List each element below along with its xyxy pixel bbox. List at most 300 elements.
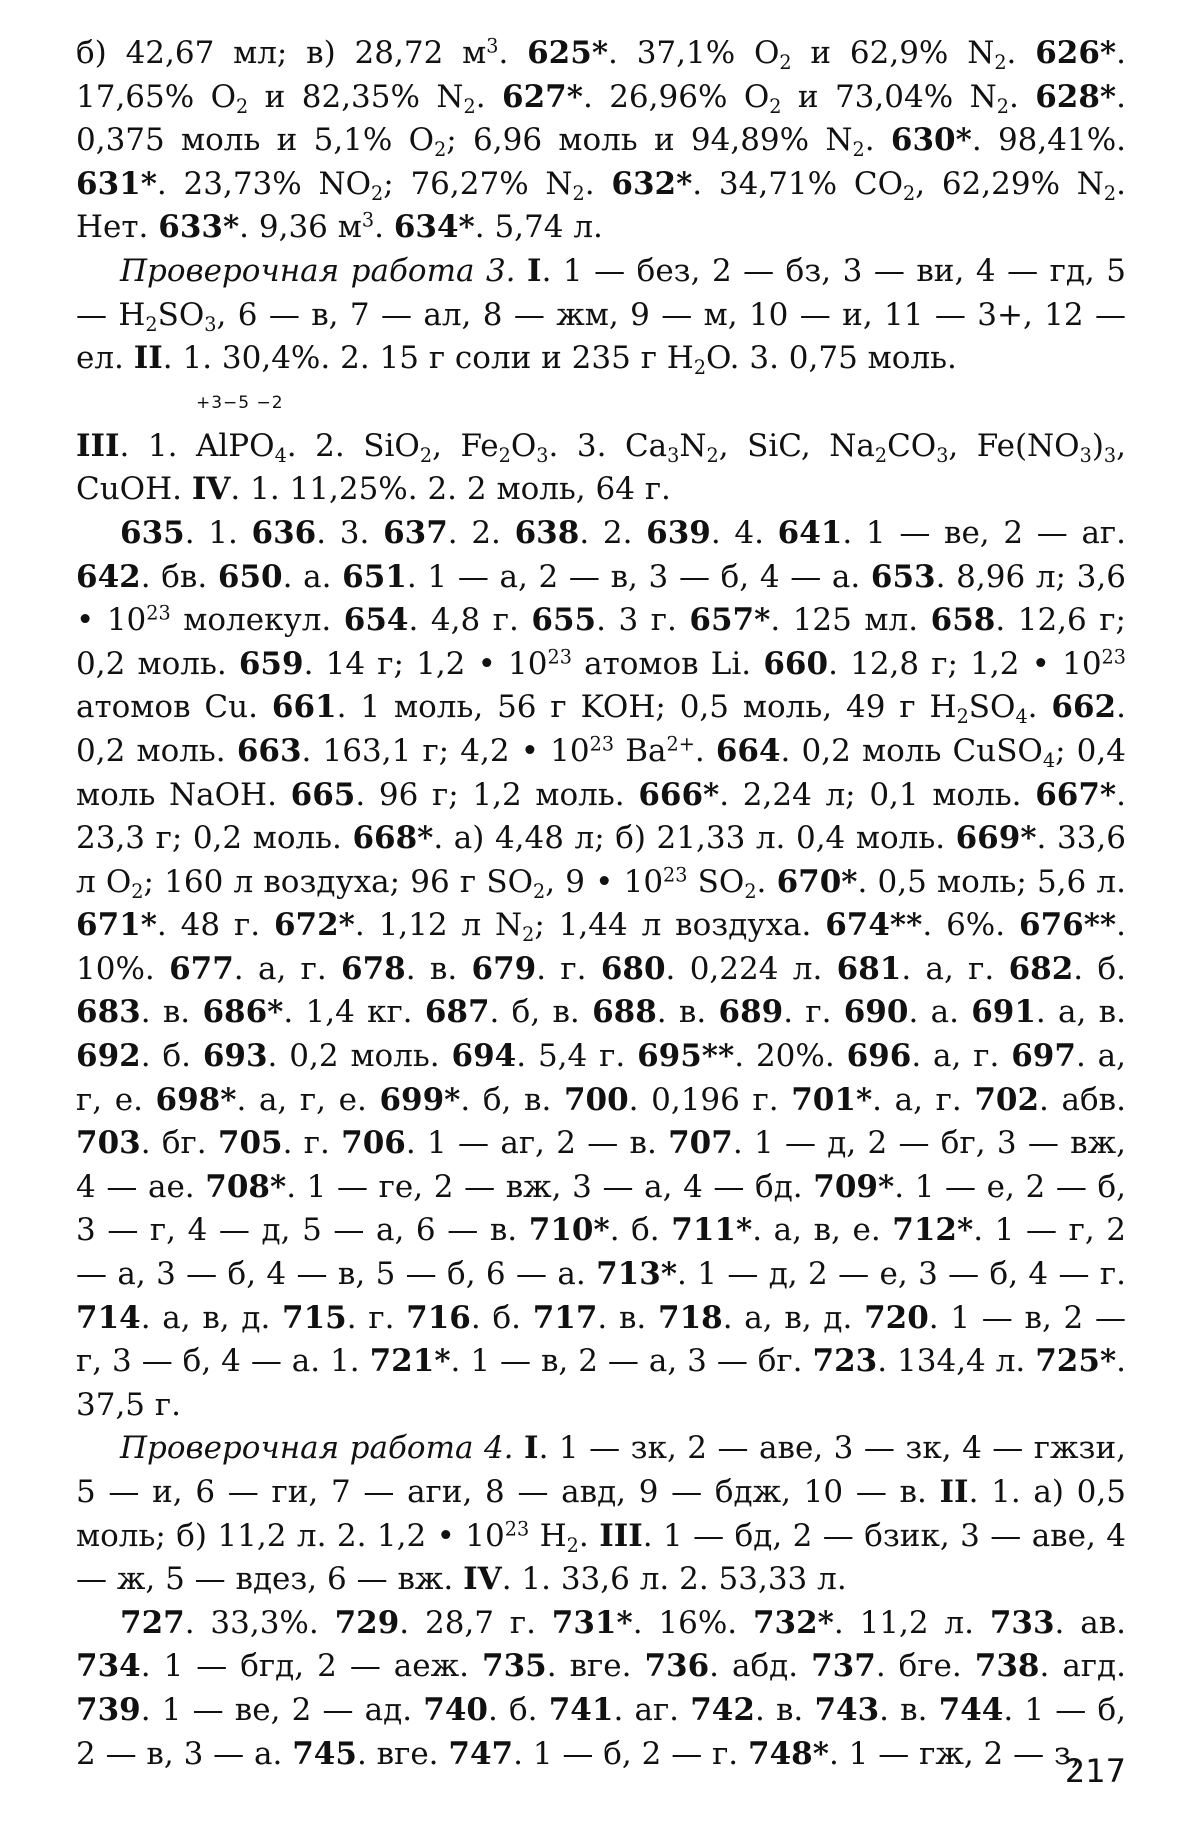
text-run: . ав.	[1054, 1604, 1127, 1641]
text-run: . 0,224 л.	[665, 950, 837, 987]
answer-number: 732*	[752, 1604, 834, 1641]
text-run: Ba	[614, 732, 667, 769]
answer-number: 695**	[637, 1038, 735, 1075]
subscript: 2	[769, 94, 782, 118]
answer-number: 635	[120, 514, 185, 551]
text-run: . 23,73% NO	[156, 165, 372, 202]
answer-number: 638	[514, 514, 580, 551]
text-run: . 2.	[579, 514, 647, 551]
text-run: ; 76,27% N	[383, 165, 573, 202]
answer-number: 687	[424, 994, 490, 1031]
answer-number: 667*	[1035, 776, 1117, 813]
text-run: . 14 г; 1,2 • 10	[303, 645, 548, 682]
text-run: атомов Li.	[571, 645, 764, 682]
answer-number: 631*	[76, 165, 157, 202]
text-run: . г.	[783, 994, 844, 1031]
text-run: . г.	[346, 1299, 407, 1336]
text-run: . 1 — бд, 2 — бзик, 3 — аве, 4 — ж, 5 — вдез, 6 — вж.	[76, 1517, 1126, 1598]
text-run: . 9,36 м	[239, 209, 362, 246]
text-run: )	[1091, 427, 1104, 464]
text-run: ; 1,44 л воздуха.	[534, 907, 826, 944]
paragraph-test-3-part-3-4	[76, 392, 1126, 512]
answer-number: 736	[644, 1648, 710, 1685]
text-run: . 98,41%.	[971, 122, 1127, 159]
text-run: . 96 г; 1,2 моль.	[355, 776, 639, 813]
answer-number: 668*	[352, 820, 434, 857]
subscript: 2	[874, 443, 888, 467]
text-run: .	[1006, 35, 1036, 71]
text-run: . 1. а) 0,5 моль; б) 11,2 л. 2. 1,2 • 10	[76, 1474, 1126, 1554]
answer-number: 716	[406, 1299, 471, 1336]
answer-number: 676**	[1019, 907, 1117, 944]
answer-number: 688	[592, 994, 657, 1031]
text-run: . 17,65% O	[76, 35, 1126, 115]
answer-number: 674**	[825, 907, 923, 944]
answer-number: 693	[202, 1038, 268, 1075]
answer-number: 712*	[892, 1212, 974, 1249]
text-run: . а, г, е.	[76, 1038, 1126, 1118]
answer-number: 720	[864, 1299, 929, 1336]
subscript: 2	[693, 355, 707, 379]
answers-text-block	[76, 32, 1126, 1776]
text-run: .	[584, 165, 612, 202]
text-run: , Fe	[432, 427, 499, 464]
text-run: . 1. 11,25%. 2. 2 моль, 64 г.	[230, 471, 671, 508]
text-run: . б.	[470, 1299, 533, 1336]
section-heading: Проверочная работа 4.	[120, 1430, 514, 1467]
answer-number: 680	[600, 950, 666, 987]
text-run: . б.	[140, 1038, 203, 1075]
answer-number: 665	[290, 776, 356, 813]
answer-number: 738	[974, 1648, 1040, 1685]
text-run: . 1 — аг, 2 — в.	[405, 1125, 669, 1162]
answer-number: 659	[238, 645, 304, 682]
roman-numeral: I	[527, 252, 542, 289]
answer-number: 714	[76, 1299, 141, 1336]
text-run: . 33,6 л O	[76, 820, 1126, 900]
answer-number: 632*	[611, 165, 693, 202]
answer-number: 706	[341, 1125, 406, 1162]
text-run: , CuOH.	[76, 427, 1126, 508]
answer-number: 669*	[955, 820, 1037, 857]
text-run: .	[1008, 78, 1036, 115]
text-run: . 6%.	[922, 907, 1019, 944]
answer-number: 690	[843, 994, 909, 1031]
text-run: . 1 моль, 56 г KOH; 0,5 моль, 49 г H	[336, 689, 957, 726]
text-run: . 5,4 г.	[516, 1038, 638, 1075]
answer-number: 683	[76, 994, 141, 1031]
text-run: . 2. SiO	[286, 427, 420, 464]
page-number: 217	[1064, 1752, 1126, 1790]
text-run: . а, г.	[233, 950, 342, 987]
text-run: . 0,2 моль.	[267, 1038, 452, 1075]
text-run: . 1 — д, 2 — е, 3 — б, 4 — г.	[677, 1256, 1126, 1293]
answer-number: 653	[870, 558, 936, 595]
subscript: 2	[744, 879, 757, 903]
answer-number: 650	[217, 558, 283, 595]
answer-number: 707	[668, 1125, 733, 1162]
text-run: . а, г.	[872, 1081, 975, 1118]
answer-number: 700	[563, 1081, 629, 1118]
text-run: . в.	[405, 950, 472, 987]
answer-number: 709*	[813, 1168, 895, 1205]
subscript: 2	[131, 879, 144, 903]
text-run: , 62,29% N	[915, 165, 1104, 202]
text-run: . а.	[282, 558, 343, 595]
answer-number: 678	[341, 950, 406, 987]
text-run: . вге.	[546, 1648, 645, 1685]
superscript: 23	[504, 1517, 530, 1541]
subscript: 2	[903, 181, 916, 205]
text-run: . 4.	[710, 514, 778, 551]
text-run: . 1.	[119, 427, 196, 464]
paragraph-answers-635-725	[76, 512, 1126, 1427]
text-run: . 1 — в, 2 — а, 3 — бг.	[450, 1343, 813, 1380]
answer-number: 639	[646, 514, 711, 551]
text-run: . 1 — в, 2 — г, 3 — б, 4 — а. 1.	[76, 1299, 1126, 1380]
subscript: 2	[532, 879, 546, 903]
subscript: 2	[522, 923, 535, 947]
text-run: . 1. 30,4%. 2. 15 г соли и 235 г H	[162, 340, 694, 377]
text-run: O. 3. 0,75 моль.	[706, 340, 957, 377]
text-run: . 1,4 кг.	[283, 994, 425, 1031]
answer-number: 654	[343, 602, 409, 639]
answer-number: 666*	[638, 776, 720, 813]
subscript: 3	[1079, 443, 1092, 467]
answer-number: 713*	[596, 1256, 678, 1293]
answer-number: 682	[1008, 950, 1074, 987]
roman-numeral: I	[524, 1430, 539, 1467]
superscript: 3	[361, 208, 375, 232]
answer-number: 699*	[379, 1081, 461, 1118]
text-run: . 12,8 г; 1,2 • 10	[828, 645, 1102, 682]
text-run: молекул.	[170, 602, 344, 639]
text-run: . 1 — е, 2 — б, 3 — г, 4 — д, 5 — а, 6 — в.	[76, 1168, 1126, 1249]
answer-number: 677	[169, 950, 234, 987]
text-run: . 10%.	[76, 907, 1126, 987]
text-run: , Fe(NO	[948, 427, 1080, 464]
text-run: . 8,96 л; 3,6 • 10	[76, 558, 1126, 639]
text-run: атомов Cu.	[76, 689, 272, 726]
text-run: . 134,4 л.	[877, 1343, 1036, 1380]
roman-numeral: III	[76, 427, 120, 464]
text-run: . в.	[597, 1299, 659, 1336]
answer-number: 715	[282, 1299, 347, 1336]
answer-number: 628*	[1035, 78, 1117, 115]
answer-number: 642	[76, 558, 141, 595]
text-run: . 3.	[316, 514, 384, 551]
text-run: . 1 — гж, 2 — з,	[828, 1735, 1081, 1772]
text-run: . а, в.	[1035, 994, 1126, 1031]
text-run: . в.	[140, 994, 203, 1031]
answer-number: 710*	[528, 1212, 610, 1249]
subscript: 2	[956, 705, 969, 729]
answer-number: 664	[715, 732, 781, 769]
text-run: .	[578, 1517, 600, 1554]
answer-number: 711*	[671, 1212, 753, 1249]
answer-number: 745	[292, 1735, 357, 1772]
text-run: CO	[887, 427, 937, 464]
text-run: . 1,12 л N	[354, 907, 523, 944]
text-run: . 0,2 моль.	[76, 689, 1126, 769]
answer-number: 660	[763, 645, 829, 682]
text-run: .	[475, 78, 503, 115]
formula-text: AlPO	[196, 427, 275, 464]
answer-number: 636	[251, 514, 317, 551]
text-run: . а) 4,48 л; б) 21,33 л. 0,4 моль.	[433, 820, 956, 857]
text-run	[516, 253, 528, 289]
answer-number: 697	[1011, 1038, 1076, 1075]
answer-number: 747	[448, 1735, 514, 1772]
answer-number: 691	[971, 994, 1036, 1031]
subscript: 2	[852, 137, 865, 161]
answer-number: 729	[334, 1604, 400, 1641]
text-run: . 1 — г, 2 — а, 3 — б, 4 — в, 5 — б, 6 — а.	[76, 1212, 1126, 1293]
text-run: .	[498, 35, 528, 71]
text-run: .	[1027, 689, 1052, 726]
subscript: 2	[779, 50, 792, 74]
subscript: 2	[236, 94, 249, 118]
text-run: и 82,35% N	[248, 78, 464, 115]
answer-number: 694	[451, 1038, 517, 1075]
section-heading: Проверочная работа 3.	[120, 252, 516, 289]
text-run: .	[374, 209, 394, 246]
answer-number: 740	[423, 1691, 488, 1728]
answer-number: 663	[236, 732, 302, 769]
answer-number: 671*	[76, 907, 157, 944]
text-run: . 48 г.	[156, 907, 274, 944]
superscript: 23	[663, 863, 688, 887]
text-run: SO	[687, 863, 745, 900]
text-run: . 125 мл.	[770, 602, 931, 639]
text-run: SO	[968, 689, 1016, 726]
answer-number: 698*	[155, 1081, 237, 1118]
text-run: . а, г.	[901, 950, 1009, 987]
subscript: 2	[1103, 181, 1117, 205]
answer-number: 718	[658, 1299, 723, 1336]
answer-number: 633*	[158, 209, 240, 246]
text-run: . 0,2 моль CuSO	[780, 732, 1043, 769]
text-run: . б, в.	[489, 994, 593, 1031]
subscript: 4	[1042, 748, 1056, 772]
superscript: 23	[589, 732, 615, 756]
text-run: . 1. 33,6 л. 2. 53,33 л.	[501, 1561, 847, 1598]
answer-number: 727	[120, 1604, 185, 1641]
paragraph-answers-727-748	[76, 1602, 1126, 1776]
superscript: 23	[547, 645, 572, 669]
subscript: 2	[434, 137, 447, 161]
text-run: . г.	[536, 950, 601, 987]
text-run: . 16%.	[632, 1604, 753, 1641]
text-run: . 20%.	[734, 1038, 847, 1075]
text-run: . вге.	[356, 1735, 449, 1772]
answer-number: 708*	[205, 1168, 287, 1205]
paragraph-test-3-part-1-2	[76, 250, 1126, 381]
text-run: . а, в, е.	[752, 1212, 893, 1249]
text-run: . 12,6 г; 0,2 моль.	[76, 602, 1126, 682]
text-run: . 33,3%.	[184, 1604, 335, 1641]
text-run: ; 0,4 моль NaOH.	[76, 732, 1126, 813]
text-run: . в.	[656, 994, 719, 1031]
text-run: . бг.	[140, 1125, 218, 1162]
answer-number: 744	[938, 1691, 1004, 1728]
paragraph-answers-625-634	[76, 32, 1126, 250]
answer-number: 742	[690, 1691, 755, 1728]
subscript: 3	[1103, 443, 1117, 467]
answer-number: 702	[974, 1081, 1040, 1118]
answer-number: 701*	[791, 1081, 873, 1118]
text-run: . в.	[754, 1691, 815, 1728]
answer-number: 686*	[202, 994, 284, 1031]
text-run: . 1 — ге, 2 — вж, 3 — а, 4 — бд.	[286, 1168, 814, 1205]
subscript: 2	[566, 1533, 579, 1557]
answer-number: 703	[76, 1125, 141, 1162]
superscript: 23	[146, 601, 171, 625]
subscript: 3	[536, 443, 549, 467]
text-run: . 2,24 л; 0,1 моль.	[719, 776, 1036, 813]
subscript: 2	[419, 443, 433, 467]
answer-number: 634*	[393, 209, 475, 246]
oxidation-state-labels: +3−5 −2	[196, 392, 284, 413]
subscript: 2	[498, 443, 511, 467]
roman-numeral: IV	[463, 1561, 502, 1598]
text-run: . бв.	[140, 558, 218, 595]
subscript: 2	[706, 443, 719, 467]
text-run	[514, 1430, 525, 1466]
text-run: . б.	[1073, 950, 1126, 987]
text-run: . 5,74 л.	[474, 209, 603, 246]
answer-number: 657*	[689, 602, 771, 639]
text-run: . б.	[488, 1691, 549, 1728]
text-run: . 3 г.	[596, 602, 690, 639]
answer-number: 626*	[1035, 35, 1117, 71]
answer-number: 692	[76, 1038, 141, 1075]
text-run: . 0,5 моль; 5,6 л.	[857, 863, 1126, 900]
answer-number: 739	[76, 1691, 141, 1728]
text-run: . абв.	[1039, 1081, 1126, 1118]
paragraph-test-4	[76, 1427, 1126, 1601]
answer-number: 672*	[273, 907, 355, 944]
subscript: 3	[936, 443, 949, 467]
subscript: 2	[371, 181, 384, 205]
text-run: . 1 — а, 2 — в, 3 — б, 4 — а.	[406, 558, 871, 595]
text-run: . 1 — бгд, 2 — аеж.	[140, 1648, 482, 1685]
answer-number: 734	[76, 1648, 141, 1685]
text-run: . 26,96% O	[582, 78, 770, 115]
answer-number: 655	[531, 602, 597, 639]
subscript: 4	[274, 443, 287, 467]
roman-numeral: III	[599, 1517, 643, 1554]
subscript: 2	[996, 94, 1009, 118]
roman-numeral: IV	[191, 471, 231, 508]
answer-number: 733	[989, 1604, 1055, 1641]
text-run: . 23,3 г; 0,2 моль.	[76, 776, 1126, 857]
text-run: . 1 — зк, 2 — аве, 3 — зк, 4 — гжзи, 5 — и, 6 — ги, 7 — аги, 8 — авд, 9 — бдж, 10 — в.	[76, 1430, 1126, 1510]
text-run: . 1 — д, 2 — бг, 3 — вж, 4 — ае.	[76, 1125, 1126, 1205]
answer-number: 721*	[369, 1343, 451, 1380]
answer-number: 661	[271, 689, 337, 726]
answer-number: 723	[812, 1343, 878, 1380]
subscript: 2	[145, 312, 158, 336]
text-run: . Нет.	[76, 165, 1126, 246]
text-run: . 28,7 г.	[399, 1604, 552, 1641]
answer-number: 630*	[890, 122, 972, 159]
text-run: . б.	[609, 1212, 672, 1249]
text-run: . а, г, е.	[236, 1081, 380, 1118]
answer-number: 705	[217, 1125, 283, 1162]
answer-number: 627*	[502, 78, 583, 115]
text-run: . 0,375 моль и 5,1% O	[76, 78, 1126, 159]
text-run: . 1.	[184, 514, 252, 551]
text-run: . а, в, д.	[140, 1299, 283, 1336]
text-run: . 163,1 г; 4,2 • 10	[301, 732, 590, 769]
text-run: . агд.	[1039, 1648, 1126, 1685]
superscript: 23	[1101, 645, 1126, 669]
answer-number: 625*	[527, 35, 609, 71]
answer-number: 651	[342, 558, 407, 595]
text-run: . а.	[908, 994, 972, 1031]
text-run: ; 6,96 моль и 94,89% N	[446, 122, 853, 159]
answer-number: 689	[718, 994, 784, 1031]
text-run: . 34,71% CO	[692, 165, 903, 202]
text-run: . 0,196 г.	[628, 1081, 792, 1118]
superscript: 3	[486, 34, 499, 58]
roman-numeral: II	[939, 1474, 969, 1510]
text-run: O	[510, 427, 537, 464]
text-run: . бге.	[875, 1648, 975, 1685]
subscript: 4	[1015, 705, 1028, 729]
text-run: . 1 — ве, 2 — ад.	[140, 1691, 424, 1728]
text-run: . 37,1% O	[608, 35, 780, 71]
answer-number: 679	[471, 950, 537, 987]
text-run: N	[679, 427, 707, 464]
text-run: SO	[157, 296, 205, 333]
roman-numeral: II	[133, 340, 163, 377]
text-run: , 9 • 10	[545, 863, 664, 900]
text-run: . г.	[282, 1125, 342, 1162]
subscript: 2	[463, 94, 476, 118]
text-run: и 73,04% N	[781, 78, 997, 115]
answer-number: 717	[532, 1299, 598, 1336]
answer-number: 735	[482, 1648, 547, 1685]
text-run: . а, в, д.	[722, 1299, 865, 1336]
answer-number: 641	[777, 514, 843, 551]
text-run: .	[864, 122, 891, 159]
superscript: 2+	[666, 732, 695, 756]
answer-number: 670*	[776, 863, 858, 900]
answer-number: 662	[1051, 689, 1117, 726]
text-run: . 4,8 г.	[408, 602, 532, 639]
text-run: . 3. Ca	[548, 427, 668, 464]
text-run: . абд.	[709, 1648, 812, 1685]
text-run: . 2.	[447, 514, 515, 551]
text-run: , 6 — в, 7 — ал, 8 — жм, 9 — м, 10 — и, 11 — 3+, 12 — ел.	[76, 296, 1126, 377]
subscript: 2	[572, 181, 585, 205]
answer-number: 637	[383, 514, 448, 551]
subscript: 3	[204, 312, 217, 336]
answer-number: 658	[930, 602, 996, 639]
text-run: . 1 — ве, 2 — аг.	[842, 514, 1127, 551]
text-run: . в.	[879, 1691, 939, 1728]
text-run: . 1 — без, 2 — бз, 3 — ви, 4 — гд, 5 — H	[76, 252, 1126, 333]
text-run: . 1 — б, 2 — г.	[513, 1735, 749, 1772]
subscript: 2	[994, 50, 1007, 74]
text-run: H	[529, 1517, 567, 1554]
text-run: .	[694, 732, 716, 769]
text-run: . 11,2 л.	[833, 1604, 990, 1641]
text-run: . 37,5 г.	[76, 1343, 1127, 1423]
answer-number: 737	[811, 1648, 876, 1685]
